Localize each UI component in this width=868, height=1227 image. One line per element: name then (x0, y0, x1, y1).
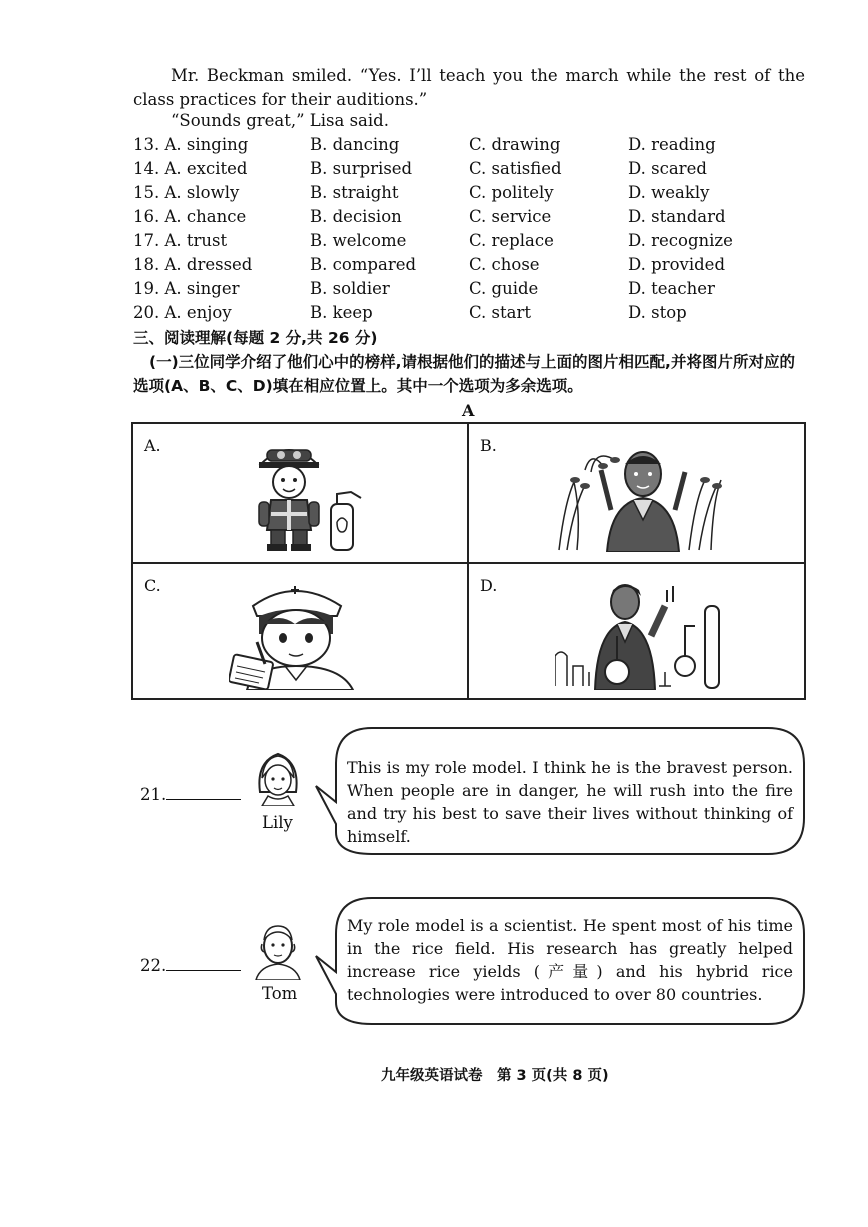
question-number: 22. (140, 956, 167, 975)
option-b: B. soldier (310, 279, 390, 298)
option-c: C. replace (469, 231, 554, 250)
option-b: B. dancing (310, 135, 400, 154)
option-c: C. guide (469, 279, 539, 298)
answer-blank-21[interactable] (166, 785, 241, 800)
picture-cell-c (133, 564, 469, 698)
passage-paragraph-1: Mr. Beckman smiled. “Yes. I’ll teach you the march while the rest of the class practices for their auditions.” (133, 66, 805, 109)
section-heading: 三、阅读理解(每题 2 分,共 26 分) (133, 329, 378, 347)
option-d: D. standard (628, 207, 726, 226)
option-b: B. decision (310, 207, 402, 226)
picture-label-b: B. (480, 436, 497, 455)
picture-label-a: A. (144, 436, 161, 455)
option-a: 13. A. singing (133, 135, 249, 154)
part-label: A (462, 401, 475, 420)
option-d: D. reading (628, 135, 716, 154)
option-c: C. politely (469, 183, 554, 202)
option-a: 14. A. excited (133, 159, 248, 178)
picture-label-d: D. (480, 576, 498, 595)
option-b: B. welcome (310, 231, 407, 250)
option-c: C. start (469, 303, 531, 322)
option-c: C. chose (469, 255, 540, 274)
chemist-icon (555, 576, 725, 690)
picture-cell-d (469, 564, 804, 698)
speech-text-21: This is my role model. I think he is the bravest person. When people are in danger, he will rush into the fire and try his best to save their lives without thinking of himself. (347, 758, 793, 846)
option-b: B. keep (310, 303, 373, 322)
question-number: 21. (140, 785, 167, 804)
question-21 (140, 785, 241, 804)
option-a: 18. A. dressed (133, 255, 253, 274)
option-b: B. surprised (310, 159, 413, 178)
option-d: D. scared (628, 159, 707, 178)
option-c: C. satisfied (469, 159, 562, 178)
option-d: D. weakly (628, 183, 710, 202)
section-instruction: (一)三位同学介绍了他们心中的榜样,请根据他们的描述与上面的图片相匹配,并将图片所对应的选项(A、B、C、D)填在相应位置上。其中一个选项为多余选项。 (133, 353, 795, 395)
option-a: 16. A. chance (133, 207, 247, 226)
option-d: D. teacher (628, 279, 715, 298)
option-b: B. straight (310, 183, 399, 202)
option-b: B. compared (310, 255, 417, 274)
passage-paragraph-2: “Sounds great,” Lisa said. (171, 111, 389, 130)
option-a: 17. A. trust (133, 231, 228, 250)
answer-blank-22[interactable] (166, 956, 241, 971)
nurse-icon (229, 572, 375, 690)
option-a: 19. A. singer (133, 279, 240, 298)
speaker-name-tom: Tom (262, 984, 298, 1003)
firefighter-icon (251, 434, 369, 554)
option-c: C. service (469, 207, 552, 226)
speaker-name-lily: Lily (262, 813, 293, 832)
question-22 (140, 956, 241, 975)
tom-avatar-icon (252, 920, 304, 980)
picture-grid (131, 422, 806, 700)
speech-text-22: My role model is a scientist. He spent most of his time in the rice field. His research has greatly helped increase rice yields (产量) and his hybrid rice technologies were introduced to over 80 countries. (347, 916, 793, 1004)
lily-avatar-icon (254, 748, 302, 806)
option-d: D. recognize (628, 231, 733, 250)
option-d: D. stop (628, 303, 687, 322)
picture-cell-b (469, 424, 804, 564)
option-a: 15. A. slowly (133, 183, 240, 202)
option-c: C. drawing (469, 135, 561, 154)
picture-cell-a (133, 424, 469, 564)
page-footer: 九年级英语试卷 第 3 页(共 8 页) (381, 1068, 609, 1084)
option-a: 20. A. enjoy (133, 303, 232, 322)
picture-label-c: C. (144, 576, 161, 595)
option-d: D. provided (628, 255, 726, 274)
rice-scientist-icon (555, 440, 725, 552)
